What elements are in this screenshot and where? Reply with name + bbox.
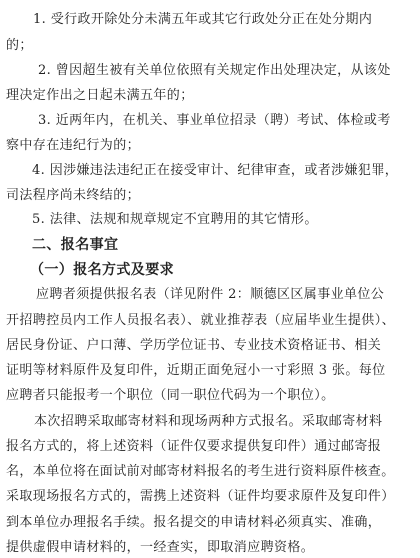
para1-line-5: 应聘者只能报考一个职位（同一职位代码为一个职位）。 bbox=[6, 388, 335, 404]
item-3-line-2: 察中存在违纪行为的； bbox=[6, 138, 141, 154]
item-2-line-2: 理决定作出之日起未满五年的； bbox=[6, 87, 194, 103]
para2-line-3: 名，本单位将在面试前对邮寄材料报名的考生进行资料原件核查。 bbox=[6, 464, 395, 480]
para2-line-4: 采取现场报名方式的，需携上述资料（证件均要求原件及复印件） bbox=[6, 489, 395, 505]
item-3-line-1: 3. 近两年内，在机关、事业单位招录（聘）考试、体检或考 bbox=[38, 113, 391, 129]
item-4-line-1: 4. 因涉嫌违法违纪正在接受审计、纪律审查，或者涉嫌犯罪， bbox=[32, 162, 399, 178]
item-4-line-2: 司法程序尚未终结的； bbox=[6, 188, 141, 203]
item-1-line-2: 的； bbox=[6, 38, 33, 54]
para1-line-4: 证明等材料原件及复印件，近期正面免冠小一寸彩照 3 张。每位 bbox=[6, 363, 386, 379]
para1-line-1: 应聘者须提供报名表（详见附件 2：顺德区区属事业单位公 bbox=[36, 287, 385, 303]
para1-line-2: 开招聘控员内工作人员报名表）、就业推荐表（应届毕业生提供）、 bbox=[6, 312, 396, 328]
section-heading: 二、报名事宜 bbox=[32, 236, 119, 253]
item-2-line-1: 2. 曾因超生被有关单位依照有关规定作出处理决定，从该处 bbox=[38, 62, 391, 78]
item-5-line-1: 5. 法律、法规和规章规定不宜聘用的其它情形。 bbox=[32, 212, 318, 228]
para2-line-1: 本次招聘采取邮寄材料和现场两种方式报名。采取邮寄材料 bbox=[34, 413, 383, 429]
para2-line-2: 报名方式的，将上述资料（证件仅要求提供复印件）通过邮寄报 bbox=[6, 438, 382, 454]
para2-line-5: 到本单位办理报名手续。报名提交的申请材料必须真实、准确， bbox=[6, 514, 382, 530]
subsection-heading: （一）报名方式及要求 bbox=[30, 261, 174, 278]
para1-line-3: 居民身份证、户口薄、学历学位证书、专业技术资格证书、相关 bbox=[6, 337, 382, 353]
item-1-line-1: 1. 受行政开除处分未满五年或其它行政处分正在处分期内 bbox=[33, 12, 373, 27]
para2-line-6: 提供虚假申请材料的，一经查实，即取消应聘资格。 bbox=[6, 540, 315, 555]
